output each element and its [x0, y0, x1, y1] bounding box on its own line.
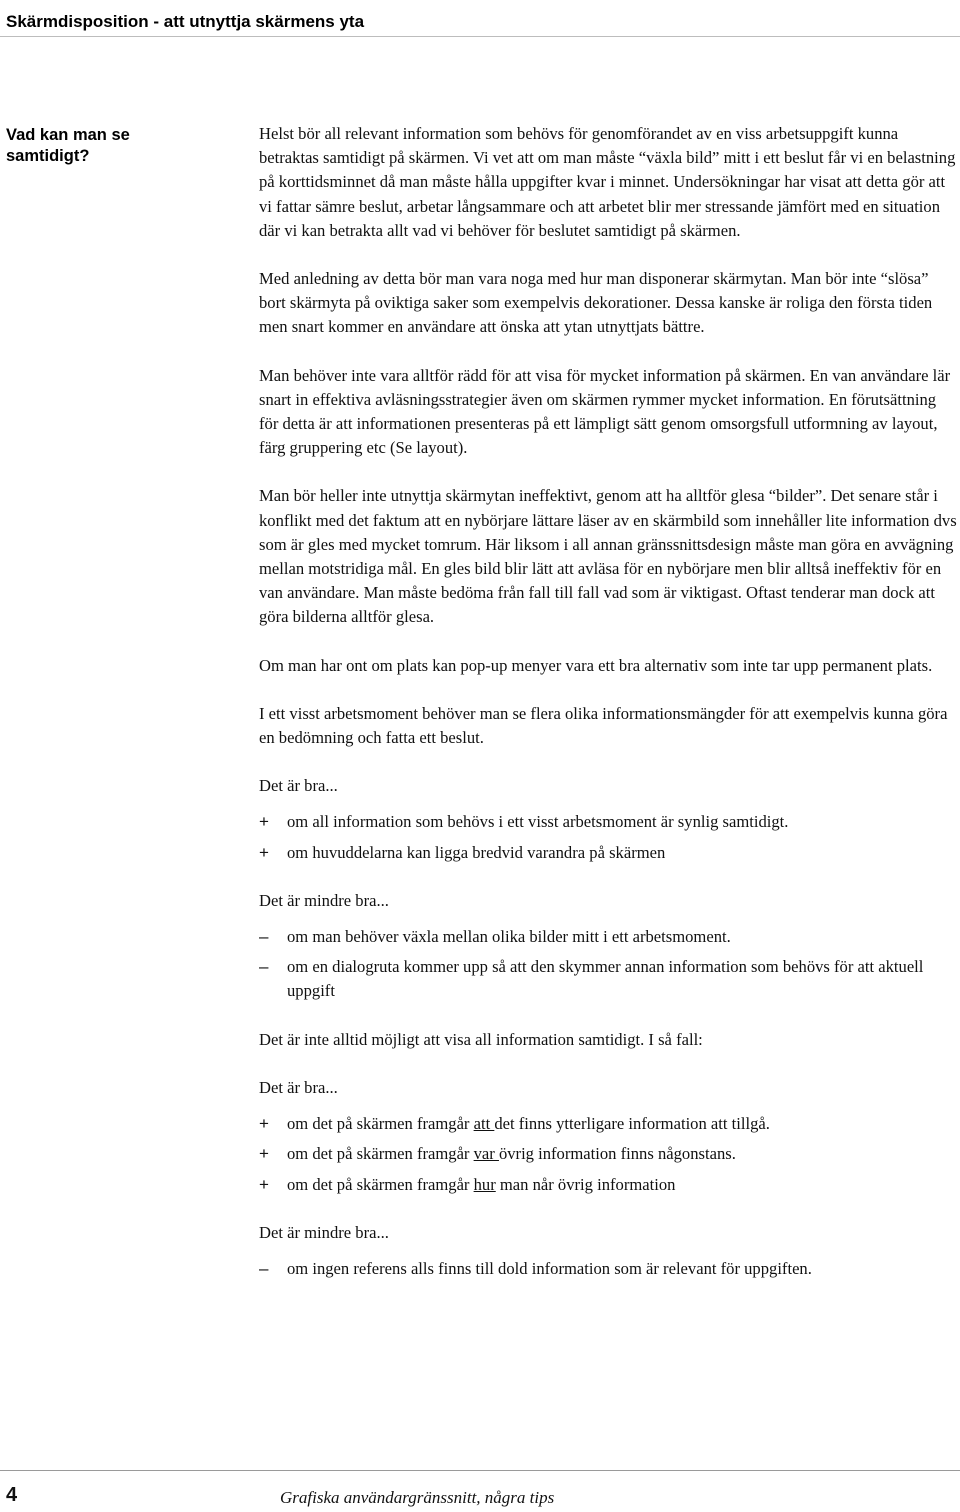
paragraph-2: Med anledning av detta bör man vara noga med hur man disponerar skärmytan. Man bör inte “slösa” bort skärmyta på oviktiga saker som exempelvis dekorationer. Dessa kanske är roliga den första tiden men snart kommer en användare att önska att ytan utnyttjats bättre.: [259, 269, 933, 337]
good-list: [259, 810, 957, 864]
good-list-2-lead: Det är bra...: [259, 1077, 338, 1097]
main-content: [259, 122, 957, 1305]
underlined-keyword: att: [473, 1114, 495, 1134]
list-item-text: om man behöver växla mellan olika bilder mitt i ett arbetsmoment.: [287, 927, 731, 947]
footer-divider: [0, 1470, 960, 1471]
header-divider: [0, 36, 960, 37]
underlined-keyword: var: [473, 1144, 499, 1164]
plus-bullet-icon: +: [259, 1174, 269, 1194]
list-item: [259, 925, 957, 949]
list-item-text-pre: om det på skärmen framgår: [287, 1114, 474, 1134]
minus-bullet-icon: –: [259, 1258, 269, 1278]
plus-bullet-icon: +: [259, 812, 269, 832]
good-list-2: [259, 1112, 957, 1197]
paragraph-5: Om man har ont om plats kan pop-up menyer vara ett bra alternativ som inte tar upp permanent plats.: [259, 655, 933, 675]
bad-list-2: [259, 1257, 957, 1281]
list-item-text-pre: om det på skärmen framgår: [287, 1144, 474, 1164]
list-item-text: om ingen referens alls finns till dold information som är relevant för uppgiften.: [287, 1258, 812, 1278]
bad-list-2-lead: Det är mindre bra...: [259, 1222, 389, 1242]
underlined-keyword: hur: [473, 1174, 496, 1194]
plus-bullet-icon: +: [259, 1114, 269, 1134]
transition-paragraph: Det är inte alltid möjligt att visa all information samtidigt. I så fall:: [259, 1029, 703, 1049]
list-item-text: om all information som behövs i ett visst arbetsmoment är synlig samtidigt.: [287, 812, 789, 832]
list-item-text: om huvuddelarna kan ligga bredvid varandra på skärmen: [287, 842, 666, 862]
paragraph-3: Man behöver inte vara alltför rädd för att visa för mycket information på skärmen. En van användare lär snart in effektiva avläsningsstrategier även om skärmen rymmer mycket information. En förutsättning för detta är att informationen presenteras på ett lämpligt sätt genom omsorgsfull utformning av layout, färg gruppering etc (Se layout).: [259, 365, 951, 458]
plus-bullet-icon: +: [259, 842, 269, 862]
paragraph-6: I ett visst arbetsmoment behöver man se flera olika informationsmängder för att exempelvis kunna göra en bedömning och fatta ett beslut.: [259, 703, 948, 748]
plus-bullet-icon: +: [259, 1144, 269, 1164]
section-heading: Vad kan man se samtidigt?: [6, 126, 130, 165]
minus-bullet-icon: –: [259, 957, 269, 977]
paragraph-1: Helst bör all relevant information som behövs för genomförandet av en viss arbetsuppgift kunna betraktas samtidigt på skärmen. Vi vet att om man måste “växla bild” mitt i ett beslut får vi en belastning på korttidsminnet då man måste hålla uppgifter kvar i minnet. Undersökningar har visat att detta gör att vi fattar sämre beslut, arbetar långsammare och att arbetet blir mer stressande jämfört med en situation där vi kan betrakta allt vad vi behöver för beslutet samtidigt på skärmen.: [259, 124, 956, 240]
list-item-text: om en dialogruta kommer upp så att den skymmer annan information som behövs för att aktuell uppgift: [287, 957, 924, 1001]
list-item: [259, 810, 957, 834]
list-item-text-post: man når övrig information: [495, 1174, 676, 1194]
list-item: [259, 841, 957, 865]
list-item: [259, 955, 957, 1003]
minus-bullet-icon: –: [259, 927, 269, 947]
list-item: [259, 1112, 957, 1136]
page-number: 4: [6, 1484, 18, 1506]
list-item: [259, 1142, 957, 1166]
bad-list-lead: Det är mindre bra...: [259, 890, 389, 910]
footer-title: Grafiska användargränssnitt, några tips: [280, 1488, 555, 1507]
list-item-text-post: övrig information finns någonstans.: [498, 1144, 736, 1164]
list-item: [259, 1257, 957, 1281]
list-item-text-post: det finns ytterligare information att tillgå.: [494, 1114, 770, 1134]
list-item-text-pre: om det på skärmen framgår: [287, 1174, 474, 1194]
good-list-lead: Det är bra...: [259, 776, 338, 796]
bad-list: [259, 925, 957, 1004]
page-header-title: Skärmdisposition - att utnyttja skärmens yta: [6, 12, 365, 31]
list-item: [259, 1173, 957, 1197]
paragraph-4: Man bör heller inte utnyttja skärmytan ineffektivt, genom att ha alltför glesa “bilder”. Det senare står i konflikt med det faktum att en nybörjare lättare läser av en skärmbild som innehåller lite information dvs som är gles med mycket tomrum. Här liksom i all annan gränssnittsdesign måste man göra en avvägning mellan motstridiga mål. En gles bild blir lätt att avläsa för en nybörjare men blir alltså ineffektiv för en van användare. Man måste bedöma från fall till fall vad som är viktigast. Oftast tenderar man dock att göra bilderna alltför glesa.: [259, 486, 957, 627]
